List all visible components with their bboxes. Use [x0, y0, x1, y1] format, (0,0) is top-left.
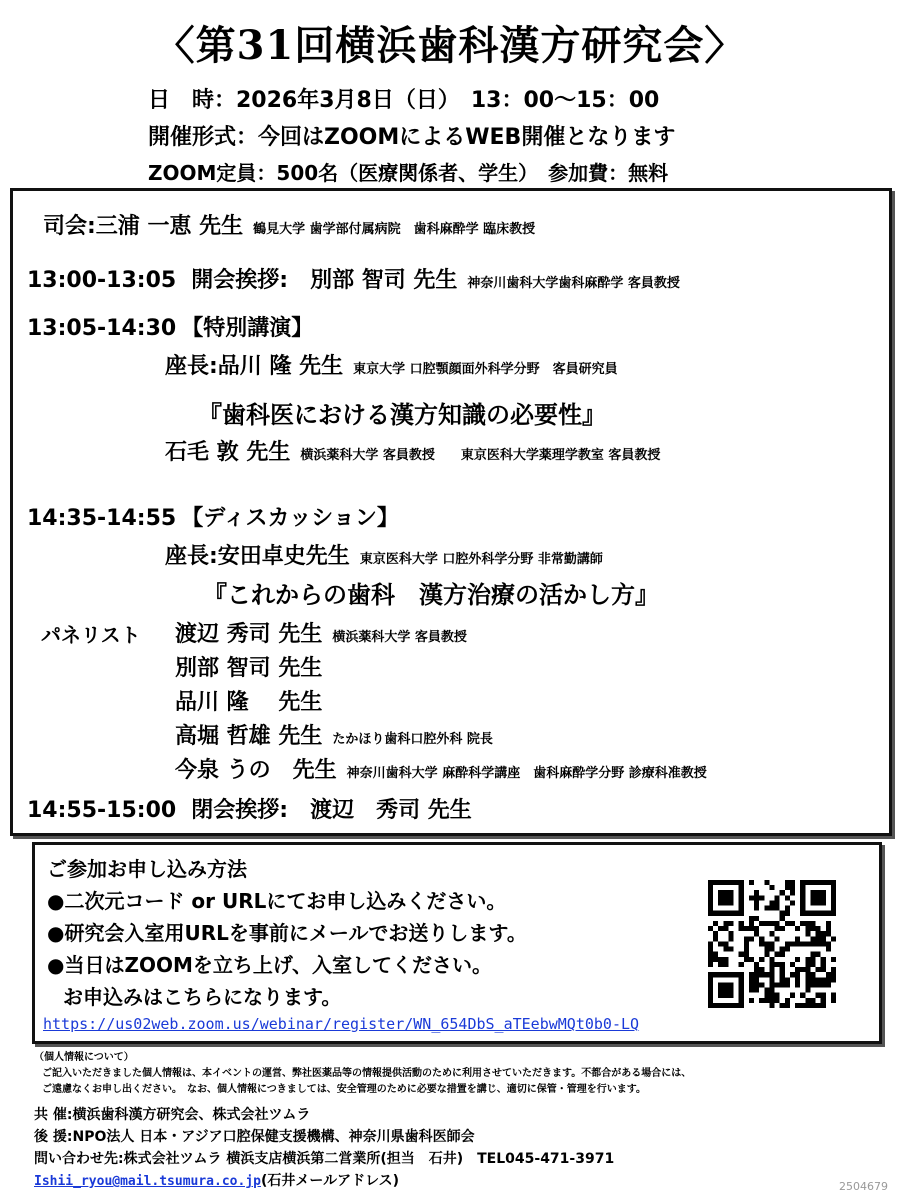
- signup-item: ●当日はZOOMを立ち上げ、入室してください。: [47, 953, 493, 977]
- document-code: 2504679: [839, 1180, 888, 1193]
- opening-label: 開会挨拶: 別部 智司 先生: [191, 268, 458, 293]
- panelist-name: 今泉 うの 先生: [175, 758, 337, 783]
- chair-line: [43, 209, 535, 240]
- discussion-chair-line: [165, 539, 603, 570]
- privacy-line: ご遠慮なくお申し出ください。 なお、個人情報につきましては、安全管理のために必要な措置を講じ、適切に保管・管理を行います。: [42, 1084, 646, 1095]
- special-time: 13:05-14:30: [27, 316, 177, 341]
- panelist-row: [175, 753, 707, 784]
- panelist-name: 別部 智司 先生: [175, 656, 323, 681]
- special-speaker-affiliation: 横浜薬科大学 客員教授 東京医科大学薬理学教室 客員教授: [300, 448, 661, 463]
- signup-heading: ご参加お申し込み方法: [47, 857, 247, 881]
- special-label: 【特別講演】: [181, 316, 314, 341]
- panelist-row: [175, 617, 467, 648]
- special-speaker: 石毛 敦 先生: [165, 440, 291, 465]
- panelist-affiliation: たかほり歯科口腔外科 院長: [332, 732, 493, 747]
- closing-label: 閉会挨拶: 渡辺 秀司 先生: [191, 798, 472, 823]
- email-note: (石井メールアドレス): [260, 1173, 400, 1189]
- panelist-name: 渡辺 秀司 先生: [175, 622, 323, 647]
- host-line: 共 催:横浜歯科漢方研究会、株式会社ツムラ: [34, 1107, 311, 1123]
- opening-line: [27, 263, 680, 294]
- opening-time: 13:00-13:05: [27, 268, 177, 293]
- panelist-name: 高堀 哲雄 先生: [175, 724, 323, 749]
- contact-line: 問い合わせ先:株式会社ツムラ 横浜支店横浜第二営業所(担当 石井) TEL045-471-3971: [34, 1151, 615, 1167]
- event-format: 開催形式：今回はZOOMによるWEB開催となります: [148, 125, 676, 150]
- discussion-chair: 座長:安田卓史先生: [165, 544, 350, 569]
- panelist-label: パネリスト: [41, 623, 141, 647]
- closing-time: 14:55-15:00: [27, 798, 177, 823]
- special-lecture-title: 『歯科医における漢方知識の必要性』: [198, 401, 606, 429]
- privacy-heading: （個人情報について）: [34, 1052, 134, 1063]
- support-line: 後 援:NPO法人 日本・アジア口腔保健支援機構、神奈川県歯科医師会: [34, 1129, 475, 1145]
- discussion-label: 【ディスカッション】: [181, 506, 399, 531]
- discussion-time: 14:35-14:55: [27, 506, 177, 531]
- signup-note: お申込みはこちらになります。: [63, 985, 342, 1009]
- panelist-affiliation: 横浜薬科大学 客員教授: [332, 630, 467, 645]
- panelist-name: 品川 隆 先生: [175, 690, 323, 715]
- program-box: [10, 188, 892, 836]
- chair-label: 司会:三浦 一恵 先生: [43, 214, 244, 239]
- discussion-title: 『これからの歯科 漢方治療の活かし方』: [203, 581, 659, 609]
- chair-affiliation: 鶴見大学 歯学部付属病院 歯科麻酔学 臨床教授: [253, 222, 536, 237]
- signup-item: ●研究会入室用URLを事前にメールでお送りします。: [47, 921, 527, 945]
- opening-affiliation: 神奈川歯科大学歯科麻酔学 客員教授: [467, 276, 680, 291]
- email-line: [34, 1170, 399, 1190]
- panelist-affiliation: 神奈川歯科大学 麻酔科学講座 歯科麻酔学分野 診療科准教授: [346, 766, 707, 781]
- qr-code-icon[interactable]: [708, 880, 836, 1008]
- panelist-row: [175, 685, 322, 716]
- closing-line: [27, 793, 472, 824]
- panelist-row: [175, 651, 322, 682]
- event-capacity: ZOOM定員：500名（医療関係者、学生） 参加費：無料: [148, 161, 669, 185]
- page-title: 〈第31回横浜歯科漢方研究会〉: [154, 22, 746, 69]
- signup-item: ●二次元コード or URLにてお申し込みください。: [47, 889, 507, 913]
- panelist-row: [175, 719, 493, 750]
- special-chair-affiliation: 東京大学 口腔顎顔面外科学分野 客員研究員: [353, 362, 618, 377]
- signup-url-link[interactable]: https://us02web.zoom.us/webinar/register/WN_654DbS_aTEebwMQt0b0-LQ: [43, 1015, 640, 1033]
- discussion-chair-affiliation: 東京医科大学 口腔外科学分野 非常勤講師: [359, 552, 603, 567]
- special-chair: 座長:品川 隆 先生: [165, 354, 344, 379]
- event-datetime: 日 時：2026年3月8日（日） 13：00〜15：00: [148, 88, 660, 113]
- special-lecture-line: [27, 311, 313, 342]
- discussion-line: [27, 501, 399, 532]
- privacy-line: ご記入いただきました個人情報は、本イベントの運営、弊社医薬品等の情報提供活動のために利用させていただきます。不都合がある場合には、: [42, 1068, 692, 1079]
- special-speaker-line: [165, 435, 660, 466]
- email-link[interactable]: Ishii_ryou@mail.tsumura.co.jp: [34, 1174, 261, 1189]
- special-chair-line: [165, 349, 618, 380]
